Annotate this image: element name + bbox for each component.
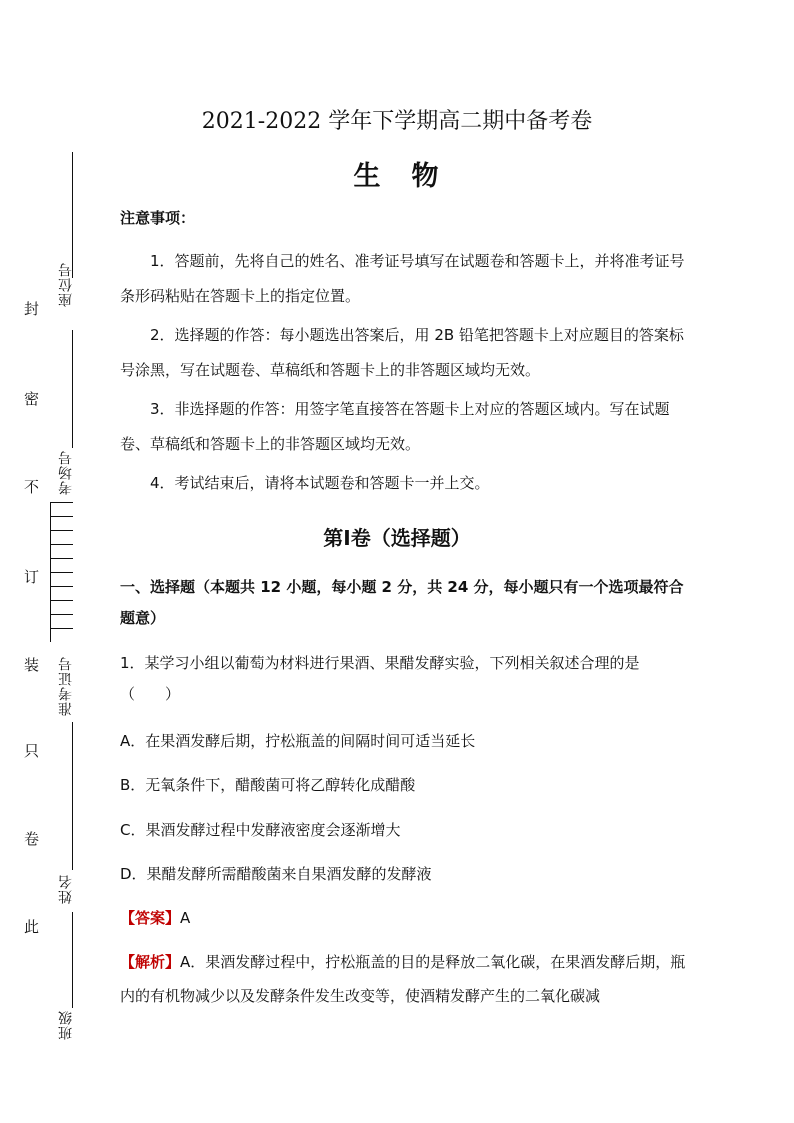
notice-heading: 注意事项： (120, 209, 196, 227)
seal-char: 密 (24, 390, 40, 408)
seal-char: 只 (24, 742, 40, 760)
option-c: C．果酒发酵过程中发酵液密度会逐渐增大 (120, 821, 401, 839)
question-stem: 1．某学习小组以葡萄为材料进行果酒、果醋发酵实验，下列相关叙述合理的是（ ） (120, 654, 640, 703)
margin-line-3 (72, 722, 73, 870)
exam-title: 2021-2022 学年下学期高二期中备考卷 (201, 109, 593, 134)
notice-item: 3．非选择题的作答：用签字笔直接答在答题卡上对应的答题区域内。写在试题卷、草稿纸和答题卡上的非答题区域均无效。 (120, 400, 670, 453)
analysis-paragraph (120, 945, 690, 1013)
exam-room-label: 考场号 (58, 450, 74, 495)
class-label: 班级 (58, 1010, 74, 1040)
section-subheading: 一、选择题（本题共 12 小题，每小题 2 分，共 24 分，每小题只有一个选项最符合题意） (120, 578, 684, 627)
ticket-number-label: 准考证号 (58, 656, 74, 716)
notice-item: 2．选择题的作答：每小题选出答案后，用 2B 铅笔把答题卡上对应题目的答案标号涂黑，写在试题卷、草稿纸和答题卡上的非答题区域均无效。 (120, 326, 684, 379)
analysis-text: A．果酒发酵过程中，拧松瓶盖的目的是释放二氧化碳，在果酒发酵后期，瓶内的有机物减少以及发酵条件发生改变等，使酒精发酵产生的二氧化碳减 (120, 953, 686, 1005)
seal-char: 封 (24, 300, 40, 318)
margin-line-4 (72, 912, 73, 1008)
margin-line-2 (72, 330, 73, 448)
answer-label: 【答案】 (120, 909, 181, 927)
name-label: 姓名 (58, 874, 74, 904)
seal-char: 装 (24, 656, 40, 674)
answer-value: A (180, 909, 191, 927)
option-d: D．果醋发酵所需醋酸菌来自果酒发酵的发酵液 (120, 865, 432, 883)
notice-item: 4．考试结束后，请将本试题卷和答题卡一并上交。 (150, 474, 490, 492)
seal-char: 卷 (24, 830, 40, 848)
subject-title: 生 物 (353, 161, 441, 192)
analysis-label: 【解析】 (120, 953, 181, 971)
seal-char: 订 (24, 568, 40, 586)
option-b: B．无氧条件下，醋酸菌可将乙醇转化成醋酸 (120, 776, 416, 794)
answer-line (120, 907, 190, 928)
section-title: 第Ⅰ卷（选择题） (323, 526, 471, 550)
notice-item: 1．答题前，先将自己的姓名、准考证号填写在试题卷和答题卡上，并将准考证号条形码粘贴在答题卡上的指定位置。 (120, 252, 685, 305)
seat-number-label: 座位号 (58, 262, 74, 307)
seal-char: 此 (24, 918, 40, 936)
option-a: A．在果酒发酵后期，拧松瓶盖的间隔时间可适当延长 (120, 732, 476, 750)
seal-char: 不 (24, 478, 40, 496)
